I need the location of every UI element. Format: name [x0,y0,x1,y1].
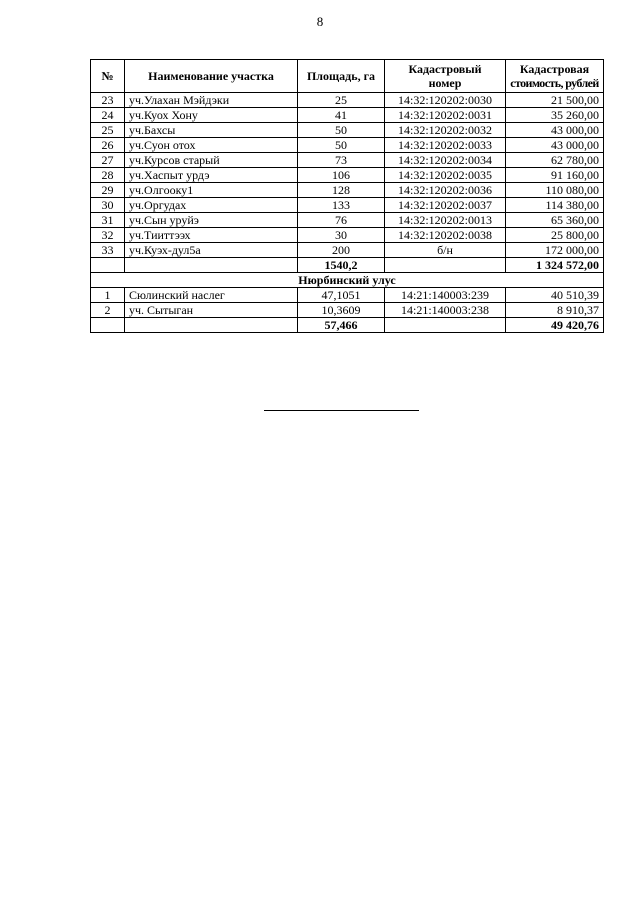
row-cadastral: 14:32:120202:0035 [385,168,506,183]
header-cost-line2: стоимость, рублей [510,76,599,90]
row-name: уч.Бахсы [125,123,298,138]
divider-line [264,410,419,411]
group2-total [91,318,604,333]
table-row [91,288,604,303]
row-name: Сюлинский наслег [125,288,298,303]
row-num: 2 [91,303,125,318]
row-name: уч.Куэх-дул5а [125,243,298,258]
row-num: 33 [91,243,125,258]
row-cadastral: 14:32:120202:0032 [385,123,506,138]
row-area: 76 [298,213,385,228]
row-name: уч.Тииттээх [125,228,298,243]
row-num: 31 [91,213,125,228]
row-cost: 8 910,37 [506,303,604,318]
table-row [91,213,604,228]
group1-total [91,258,604,273]
row-area: 41 [298,108,385,123]
total-empty-cell [385,318,506,333]
table-row [91,153,604,168]
row-name: уч.Куох Хону [125,108,298,123]
total-empty-cell [385,258,506,273]
row-area: 10,3609 [298,303,385,318]
header-cost [506,60,604,93]
total-empty-cell [91,318,125,333]
row-cadastral: 14:32:120202:0036 [385,183,506,198]
group2-rows [91,288,604,318]
header-cadastral [385,60,506,93]
header-cadastral-line2: номер [428,76,462,90]
row-area: 25 [298,93,385,108]
row-name: уч.Сын уруйэ [125,213,298,228]
row-area: 47,1051 [298,288,385,303]
row-cost: 110 080,00 [506,183,604,198]
row-cost: 172 000,00 [506,243,604,258]
table-row [91,183,604,198]
section2 [91,273,604,288]
row-cost: 35 260,00 [506,108,604,123]
row-cadastral: 14:21:140003:239 [385,288,506,303]
row-cadastral: 14:32:120202:0033 [385,138,506,153]
row-area: 50 [298,138,385,153]
row-cost: 91 160,00 [506,168,604,183]
total-empty-cell [91,258,125,273]
table-row [91,138,604,153]
total-area: 57,466 [298,318,385,333]
row-name: уч.Оргудах [125,198,298,213]
row-cadastral: 14:32:120202:0038 [385,228,506,243]
row-area: 106 [298,168,385,183]
total-row [91,318,604,333]
row-cadastral: 14:32:120202:0031 [385,108,506,123]
row-cadastral: 14:32:120202:0013 [385,213,506,228]
row-cadastral: 14:21:140003:238 [385,303,506,318]
header-cost-line1: Кадастровая [519,62,590,76]
row-name: уч.Олгooку1 [125,183,298,198]
row-name: уч.Хаспыт урдэ [125,168,298,183]
row-cost: 21 500,00 [506,93,604,108]
header-area: Площадь, га [298,60,385,93]
row-area: 128 [298,183,385,198]
table-header-row [91,60,604,93]
table-row [91,93,604,108]
row-cost: 43 000,00 [506,123,604,138]
row-num: 29 [91,183,125,198]
header-cadastral-line1: Кадастровый [408,62,482,76]
row-num: 25 [91,123,125,138]
table-row [91,198,604,213]
row-cost: 65 360,00 [506,213,604,228]
row-num: 27 [91,153,125,168]
section-title-row [91,273,604,288]
row-name: уч. Сытыган [125,303,298,318]
group1-rows [91,93,604,258]
total-cost: 1 324 572,00 [506,258,604,273]
row-area: 73 [298,153,385,168]
row-cadastral: б/н [385,243,506,258]
row-name: уч.Улахан Мэйдэки [125,93,298,108]
row-area: 50 [298,123,385,138]
row-cost: 40 510,39 [506,288,604,303]
row-num: 24 [91,108,125,123]
header-name: Наименование участка [125,60,298,93]
page-number: 8 [316,14,324,29]
total-empty-cell [125,318,298,333]
total-row [91,258,604,273]
row-area: 200 [298,243,385,258]
land-plots-table [90,59,604,333]
row-num: 1 [91,288,125,303]
table-row [91,303,604,318]
row-area: 30 [298,228,385,243]
row-num: 32 [91,228,125,243]
row-cost: 62 780,00 [506,153,604,168]
header-num: № [91,60,125,93]
table-row [91,108,604,123]
row-cadastral: 14:32:120202:0037 [385,198,506,213]
table-row [91,228,604,243]
row-cadastral: 14:32:120202:0034 [385,153,506,168]
table-row [91,243,604,258]
row-area: 133 [298,198,385,213]
total-empty-cell [125,258,298,273]
row-num: 23 [91,93,125,108]
row-cadastral: 14:32:120202:0030 [385,93,506,108]
total-cost: 49 420,76 [506,318,604,333]
row-cost: 43 000,00 [506,138,604,153]
table-row [91,168,604,183]
row-name: уч.Курсов старый [125,153,298,168]
row-cost: 114 380,00 [506,198,604,213]
table-row [91,123,604,138]
row-num: 26 [91,138,125,153]
section-title: Нюрбинский улус [91,273,604,288]
row-name: уч.Суон отох [125,138,298,153]
row-num: 28 [91,168,125,183]
row-cost: 25 800,00 [506,228,604,243]
total-area: 1540,2 [298,258,385,273]
row-num: 30 [91,198,125,213]
